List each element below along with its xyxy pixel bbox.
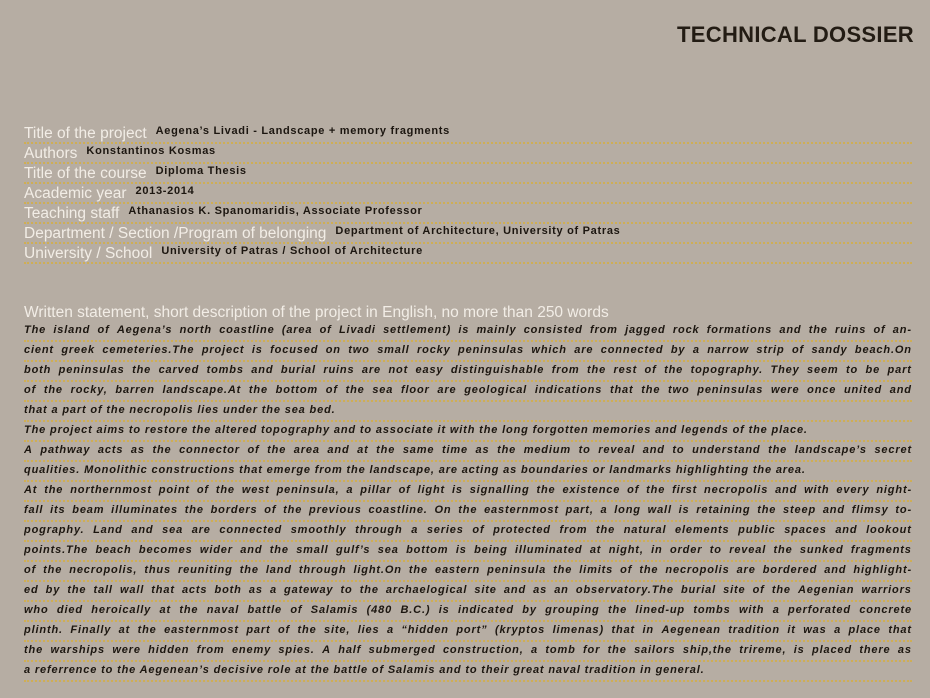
field-academic-year — [24, 184, 912, 204]
field-value: Department of Architecture, University of Patras — [335, 225, 621, 237]
field-label: Authors — [24, 145, 78, 162]
field-label: Title of the project — [24, 125, 147, 142]
statement-line: cient greek cemeteries.The project is focused on two small rocky peninsulas which are connected by a narrow strip of sandy beach.On — [24, 342, 912, 362]
field-value: Konstantinos Kosmas — [86, 145, 216, 157]
field-label: Title of the course — [24, 165, 147, 182]
statement-line: points.The beach becomes wider and the small gulf’s sea bottom is being illuminated at night, in order to reveal the sunked fragments — [24, 542, 912, 562]
field-label: Department / Section /Program of belonging — [24, 225, 327, 242]
field-value: 2013-2014 — [135, 185, 195, 197]
statement-line: The project aims to restore the altered topography and to associate it with the long forgotten memories and legends of the place. — [24, 422, 912, 442]
field-value: University of Patras / School of Architecture — [161, 245, 423, 257]
statement-line: of the rocky, barren landscape.At the bottom of the sea floor are geological indications that the two peninsulas were once united and — [24, 382, 912, 402]
field-university — [24, 244, 912, 264]
statement-line: A pathway acts as the connector of the area and at the same time as the medium to reveal and to understand the landscape’s secret — [24, 442, 912, 462]
statement-line: who died heroically at the naval battle of Salamis (480 B.C.) is indicated by grouping the lined-up tombs with a perforated concrete — [24, 602, 912, 622]
statement-line: both peninsulas the carved tombs and burial ruins are not easy distinguishable from the rest of the topography. They seem to be part — [24, 362, 912, 382]
field-label: Academic year — [24, 185, 127, 202]
statement-line: pography. Land and sea are connected smoothly through a series of protected from the natural elements public spaces and lookout — [24, 522, 912, 542]
field-department — [24, 224, 912, 244]
statement-line: plinth. Finally at the easternmost part of the site, lies a “hidden port” (kryptos limenas) that in Aegenean tradition it was a place that — [24, 622, 912, 642]
statement-line: qualities. Monolithic constructions that emerge from the landscape, are acting as boundaries or landmarks highlighting the area. — [24, 462, 912, 482]
field-label: University / School — [24, 245, 153, 262]
field-project-title — [24, 124, 912, 144]
statement-line: At the northernmost point of the west peninsula, a pillar of light is signalling the existence of the first necropolis and with every night- — [24, 482, 912, 502]
statement-line: the warships were hidden from enemy spies. A half submerged construction, a tomb for the sailors ship,the trireme, is placed there as — [24, 642, 912, 662]
field-authors — [24, 144, 912, 164]
field-value: Athanasios K. Spanomaridis, Associate Professor — [128, 205, 423, 217]
field-course-title — [24, 164, 912, 184]
field-label: Teaching staff — [24, 205, 120, 222]
statement-line: a referrence to the Aegenean’s decisive role at the battle of Salamis and to their great naval tradition in general. — [24, 662, 912, 682]
statement-line: ed by the tall wall that acts both as a gateway to the archaelogical site and as an observatory.The burial site of the Aegenian warriors — [24, 582, 912, 602]
statement-line: of the necropolis, thus reuniting the land through light.On the eastern peninsula the limits of the necropolis are bordered and highlight- — [24, 562, 912, 582]
page-title: TECHNICAL DOSSIER — [677, 22, 914, 47]
statement-body — [24, 322, 912, 682]
field-teaching-staff — [24, 204, 912, 224]
statement-line: fall its beam illuminates the borders of the previous coastline. On the easternmost part, a long wall is retaining the steep and flimsy to- — [24, 502, 912, 522]
written-statement — [24, 304, 912, 682]
statement-line: that a part of the necropolis lies under the sea bed. — [24, 402, 912, 422]
field-value: Diploma Thesis — [155, 165, 247, 177]
statement-line: The island of Aegena’s north coastline (area of Livadi settlement) is mainly consisted from jagged rock formations and the ruins of an- — [24, 322, 912, 342]
field-value: Aegena’s Livadi - Landscape + memory fragments — [155, 125, 450, 137]
statement-label: Written statement, short description of the project in English, no more than 250 words — [24, 304, 609, 321]
project-fields — [24, 124, 912, 264]
